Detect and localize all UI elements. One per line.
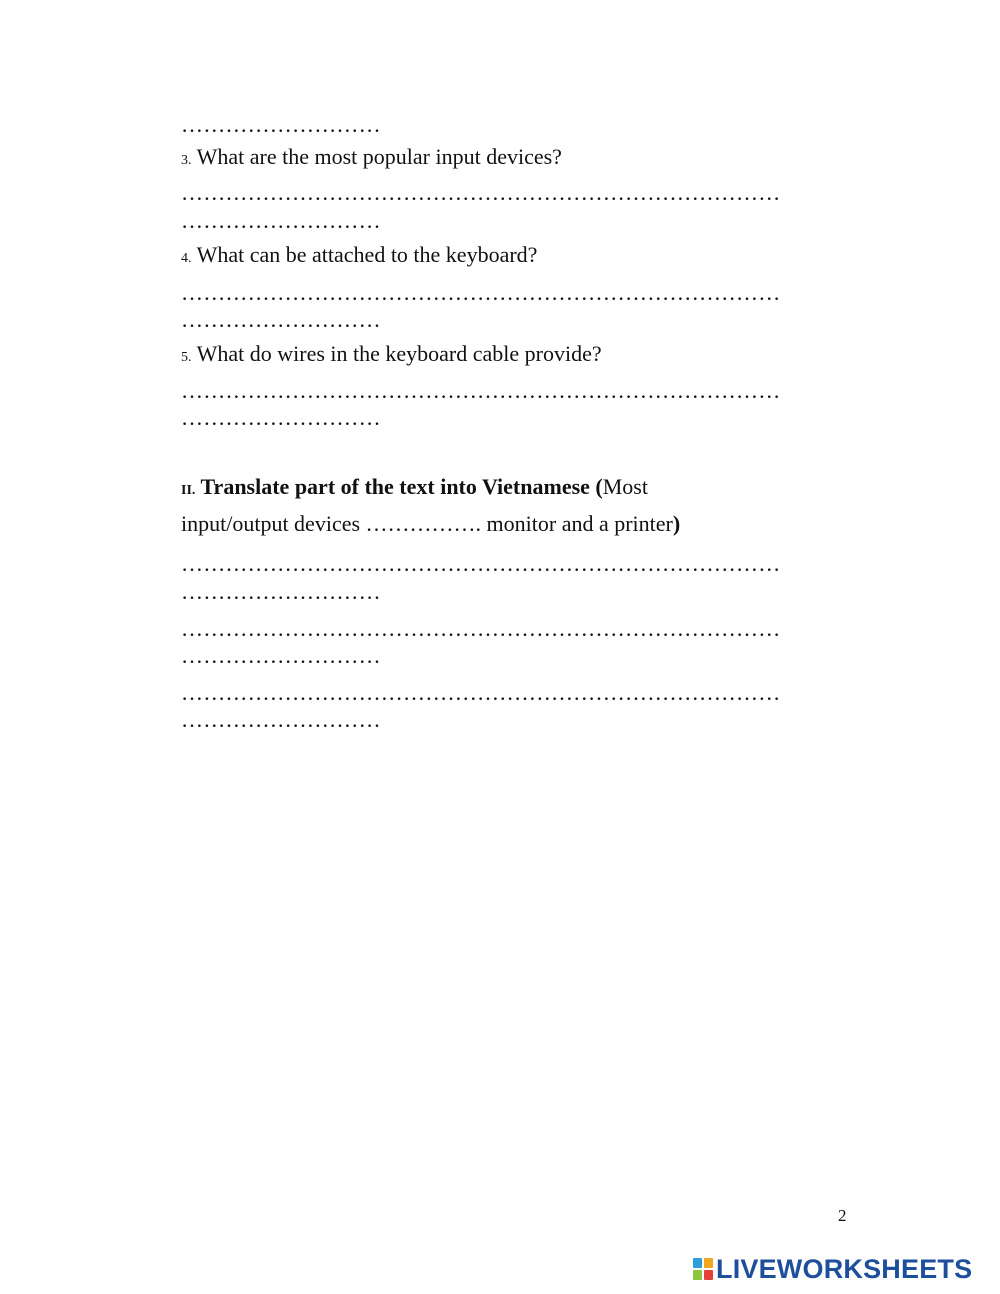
question-text: What are the most popular input devices? — [191, 144, 562, 169]
logo-square — [704, 1258, 713, 1268]
logo-square — [693, 1258, 702, 1268]
section-close-paren: ) — [672, 511, 681, 536]
answer-line-long: ……………………………………………………………………… — [181, 180, 781, 205]
question-text: What can be attached to the keyboard? — [191, 242, 538, 267]
answer-line-short: ……………………… — [181, 112, 381, 137]
answer-line-short: ……………………… — [181, 707, 381, 732]
answer-line-short: ……………………… — [181, 405, 381, 430]
section-ii-excerpt — [181, 511, 680, 537]
logo-square — [693, 1270, 702, 1280]
question-4 — [181, 242, 537, 272]
section-ii-heading — [181, 474, 648, 504]
answer-line-short: ……………………… — [181, 307, 381, 332]
question-number: 3. — [181, 153, 192, 168]
answer-line-short: ……………………… — [181, 579, 381, 604]
answer-line-short: ……………………… — [181, 208, 381, 233]
question-number: 5. — [181, 350, 192, 365]
liveworksheets-logo — [693, 1254, 972, 1284]
question-5 — [181, 341, 602, 371]
answer-line-long: ……………………………………………………………………… — [181, 616, 781, 641]
section-title: Translate part of the text into Vietnamese ( — [195, 474, 603, 499]
section-number: II. — [181, 483, 196, 498]
answer-line-short: ……………………… — [181, 643, 381, 668]
logo-text: LIVEWORKSHEETS — [716, 1254, 973, 1284]
question-text: What do wires in the keyboard cable provide? — [191, 341, 602, 366]
answer-line-long: ……………………………………………………………………… — [181, 680, 781, 705]
answer-line-long: ……………………………………………………………………… — [181, 280, 781, 305]
section-excerpt-text: input/output devices ……………. monitor and a printer — [181, 511, 673, 536]
page-number: 2 — [838, 1206, 847, 1225]
logo-square — [704, 1270, 713, 1280]
answer-line-long: ……………………………………………………………………… — [181, 551, 781, 576]
question-3 — [181, 144, 562, 174]
liveworksheets-mark-icon — [693, 1258, 713, 1280]
answer-line-long: ……………………………………………………………………… — [181, 378, 781, 403]
question-number: 4. — [181, 251, 192, 266]
section-excerpt-start: Most — [602, 474, 648, 499]
